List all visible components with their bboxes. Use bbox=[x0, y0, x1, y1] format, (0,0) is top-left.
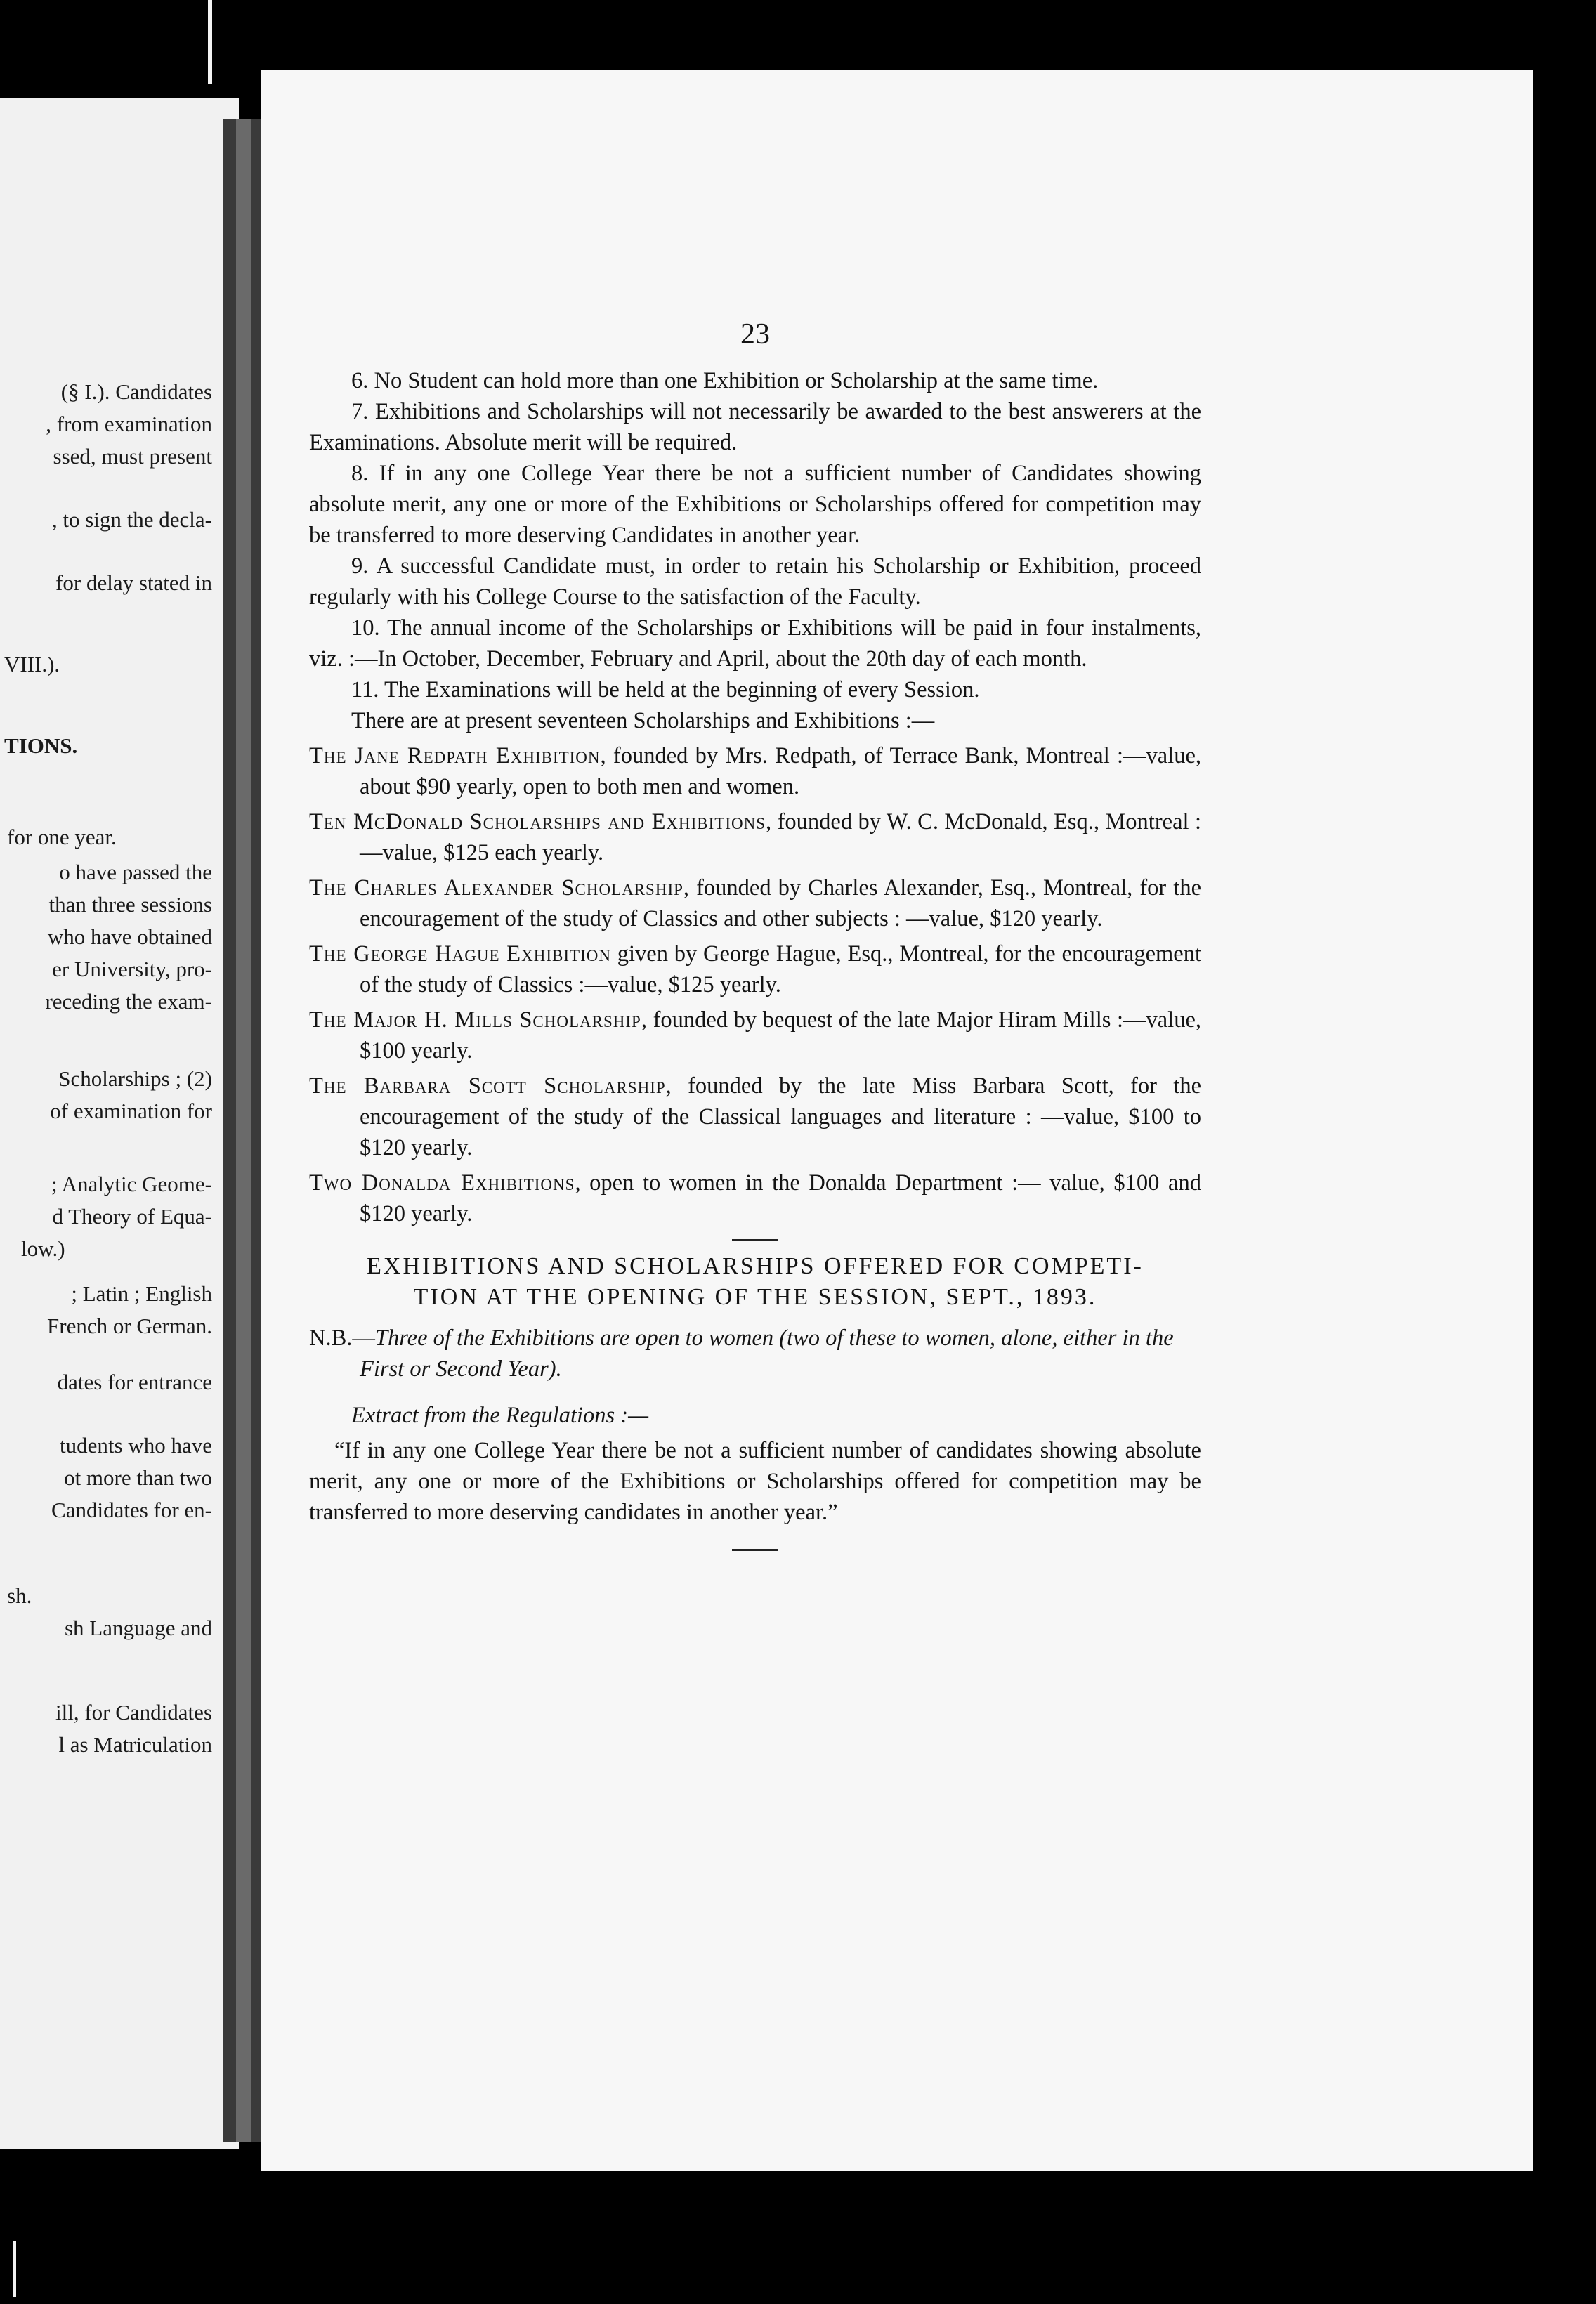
left-line: o have passed the bbox=[59, 860, 212, 884]
scan-mark-top bbox=[208, 0, 212, 84]
scan-mark-bottom bbox=[13, 2241, 16, 2297]
book-spine-edge bbox=[236, 119, 251, 2142]
award-entry bbox=[309, 1071, 1201, 1163]
left-line: who have obtained bbox=[47, 924, 212, 949]
left-line: ot more than two bbox=[64, 1465, 212, 1490]
award-name: The Charles Alexander Scholarship bbox=[309, 875, 683, 901]
section-divider bbox=[732, 1239, 778, 1241]
left-line: French or German. bbox=[47, 1314, 212, 1338]
award-details: , founded by Mrs. Redpath, of Terrace Bank, Montreal :—value, about $90 yearly, open to both men and women. bbox=[360, 743, 1201, 799]
regulation-8: 8. If in any one College Year there be not a sufficient number of Candidates showing absolute merit, any one or more of the Exhibitions or Scholarships offered for competition may be transferred to more deserving Candidates in another year. bbox=[309, 461, 1201, 548]
award-name: The George Hague Exhibition bbox=[309, 941, 611, 967]
page-content bbox=[309, 319, 1201, 1561]
left-line: d Theory of Equa- bbox=[52, 1204, 212, 1229]
award-details: , founded by the late Miss Barbara Scott, for the encouragement of the study of the Classical languages and literature : —value, $100 to $120 yearly. bbox=[360, 1073, 1201, 1160]
left-line: receding the exam- bbox=[45, 989, 212, 1014]
left-line: ; Latin ; English bbox=[71, 1281, 212, 1306]
regulation-6: 6. No Student can hold more than one Exhibition or Scholarship at the same time. bbox=[351, 368, 1099, 393]
left-line: Candidates for en- bbox=[51, 1498, 212, 1522]
left-line: VIII.). bbox=[4, 652, 60, 676]
regulation-10: 10. The annual income of the Scholarships or Exhibitions will be paid in four instalments, viz. :—In October, December, February and April, about the 20th day of each month. bbox=[309, 615, 1201, 672]
nota-bene bbox=[309, 1323, 1201, 1385]
left-line: l as Matriculation bbox=[58, 1732, 212, 1757]
left-line: than three sessions bbox=[48, 892, 212, 917]
awards-intro: There are at present seventeen Scholarships and Exhibitions :— bbox=[351, 708, 935, 733]
closing-rule bbox=[732, 1549, 778, 1551]
left-line: ssed, must present bbox=[53, 444, 212, 469]
left-line: Scholarships ; (2) bbox=[58, 1066, 212, 1091]
left-facing-page bbox=[0, 98, 239, 2149]
regulation-7: 7. Exhibitions and Scholarships will not necessarily be awarded to the best answerers at the Examinations. Absolute merit will be required. bbox=[309, 399, 1201, 455]
award-name: Ten McDonald Scholarships and Exhibitions bbox=[309, 809, 766, 834]
section-heading-line: EXHIBITIONS AND SCHOLARSHIPS OFFERED FOR COMPETI- bbox=[367, 1253, 1144, 1279]
award-name: The Barbara Scott Scholarship bbox=[309, 1073, 666, 1099]
regulation-9: 9. A successful Candidate must, in order to retain his Scholarship or Exhibition, proceed regularly with his College Course to the satisfaction of the Faculty. bbox=[309, 554, 1201, 610]
award-name: The Major H. Mills Scholarship bbox=[309, 1007, 641, 1033]
section-heading-line: TION AT THE OPENING OF THE SESSION, SEPT., 1893. bbox=[413, 1284, 1097, 1310]
nb-text: Three of the Exhibitions are open to women (two of these to women, alone, either in the First or Second Year). bbox=[360, 1326, 1174, 1382]
nb-label: N.B.— bbox=[309, 1326, 375, 1351]
page-number: 23 bbox=[740, 318, 770, 351]
award-details: , open to women in the Donalda Department :— value, $100 and $120 yearly. bbox=[360, 1170, 1201, 1226]
award-entry bbox=[309, 938, 1201, 1000]
extract-title: Extract from the Regulations :— bbox=[351, 1403, 649, 1428]
left-line: low.) bbox=[21, 1236, 65, 1261]
award-entry bbox=[309, 1004, 1201, 1066]
left-line: sh. bbox=[7, 1583, 32, 1608]
left-line: ill, for Candidates bbox=[55, 1700, 212, 1724]
left-line: tudents who have bbox=[60, 1433, 212, 1458]
section-heading bbox=[309, 1251, 1201, 1313]
award-name: Two Donalda Exhibitions bbox=[309, 1170, 575, 1196]
left-line: er University, pro- bbox=[52, 957, 212, 981]
award-entry bbox=[309, 1167, 1201, 1229]
award-entry bbox=[309, 872, 1201, 934]
award-name: The Jane Redpath Exhibition bbox=[309, 743, 601, 768]
extract-quote: “If in any one College Year there be not a sufficient number of candidates showing absolute merit, any one or more of the Exhibitions or Scholarships offered for competition may be transferred to more deserving candidates in another year.” bbox=[309, 1438, 1201, 1525]
left-line: , to sign the decla- bbox=[51, 507, 212, 532]
left-line: sh Language and bbox=[64, 1616, 212, 1640]
award-details: given by George Hague, Esq., Montreal, for the encouragement of the study of Classics :—value, $125 yearly. bbox=[360, 941, 1201, 997]
award-details: , founded by Charles Alexander, Esq., Montreal, for the encouragement of the study of Classics and other subjects : —value, $120 yearly. bbox=[360, 875, 1201, 931]
left-line: of examination for bbox=[50, 1099, 212, 1123]
left-line: , from examination bbox=[46, 412, 212, 436]
regulation-11: 11. The Examinations will be held at the beginning of every Session. bbox=[351, 677, 980, 702]
left-line: dates for entrance bbox=[57, 1370, 212, 1394]
left-line: for delay stated in bbox=[55, 570, 212, 595]
left-line: (§ I.). Candidates bbox=[60, 379, 212, 404]
left-line: ; Analytic Geome- bbox=[51, 1172, 212, 1196]
award-details: , founded by bequest of the late Major Hiram Mills :—value, $100 yearly. bbox=[360, 1007, 1201, 1063]
left-line: for one year. bbox=[7, 825, 117, 849]
award-details: , founded by W. C. McDonald, Esq., Montreal :—value, $125 each yearly. bbox=[360, 809, 1201, 865]
award-entry bbox=[309, 740, 1201, 802]
left-line: TIONS. bbox=[4, 733, 78, 758]
award-entry bbox=[309, 806, 1201, 868]
